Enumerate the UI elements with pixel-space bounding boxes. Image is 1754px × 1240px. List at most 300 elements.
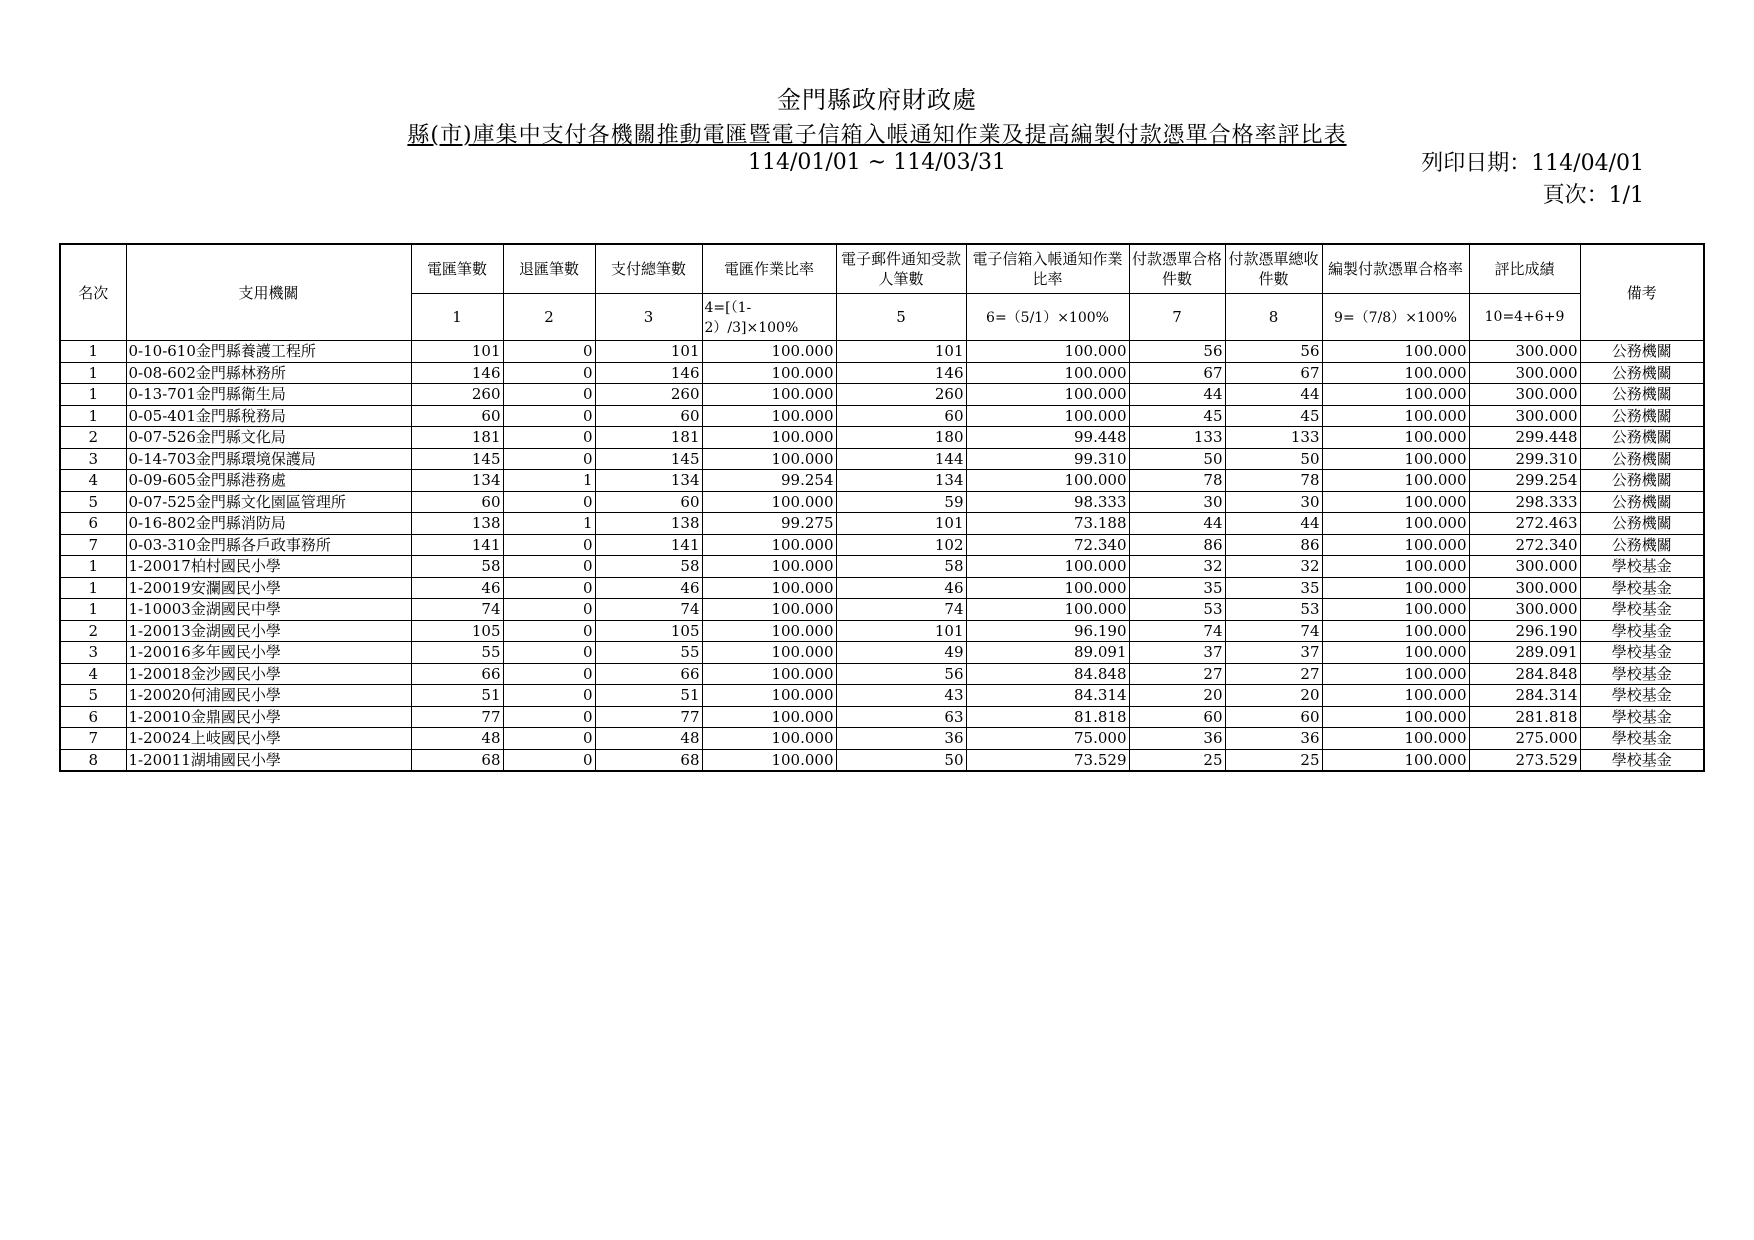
cell-rank: 5 [60,491,126,513]
cell-note: 學校基金 [1580,642,1704,664]
cell-qualified: 78 [1129,470,1225,492]
cell-rank: 1 [60,556,126,578]
cell-wire-ratio: 100.000 [702,448,836,470]
report-org-title: 金門縣政府財政處 [777,86,977,114]
cell-wire-ratio: 100.000 [702,620,836,642]
cell-wire-count: 181 [411,427,503,449]
cell-received: 56 [1225,341,1322,363]
cell-refund-count: 0 [503,556,595,578]
cell-email-payees: 101 [836,620,966,642]
cell-email-payees: 260 [836,384,966,406]
print-date: 列印日期：114/04/01 [1421,151,1644,176]
cell-email-ratio: 84.314 [966,685,1129,707]
cell-agency: 1-20018金沙國民小學 [126,663,411,685]
cell-email-payees: 60 [836,405,966,427]
cell-email-payees: 58 [836,556,966,578]
cell-score: 300.000 [1469,362,1580,384]
cell-refund-count: 0 [503,491,595,513]
cell-note: 學校基金 [1580,599,1704,621]
cell-agency: 0-07-525金門縣文化園區管理所 [126,491,411,513]
cell-qualified: 20 [1129,685,1225,707]
cell-rank: 1 [60,577,126,599]
formula-6: 6=（5/1）×100% [966,294,1129,341]
cell-voucher-ratio: 100.000 [1322,642,1469,664]
cell-qualified: 86 [1129,534,1225,556]
evaluation-table [59,243,1705,772]
table-row [60,642,1704,664]
cell-wire-ratio: 100.000 [702,685,836,707]
cell-rank: 7 [60,728,126,750]
table-row [60,599,1704,621]
cell-refund-count: 0 [503,642,595,664]
cell-email-payees: 134 [836,470,966,492]
table-row [60,728,1704,750]
cell-qualified: 44 [1129,384,1225,406]
cell-refund-count: 0 [503,577,595,599]
formula-3: 3 [595,294,702,341]
cell-email-ratio: 100.000 [966,362,1129,384]
cell-email-ratio: 99.310 [966,448,1129,470]
cell-note: 公務機關 [1580,513,1704,535]
cell-score: 284.848 [1469,663,1580,685]
cell-voucher-ratio: 100.000 [1322,513,1469,535]
cell-wire-ratio: 100.000 [702,341,836,363]
cell-received: 30 [1225,491,1322,513]
header-agency: 支用機關 [126,244,411,341]
cell-refund-count: 0 [503,534,595,556]
cell-note: 公務機關 [1580,341,1704,363]
cell-email-payees: 102 [836,534,966,556]
cell-wire-count: 68 [411,749,503,771]
cell-agency: 1-20010金鼎國民小學 [126,706,411,728]
cell-refund-count: 0 [503,749,595,771]
cell-score: 300.000 [1469,405,1580,427]
cell-agency: 0-03-310金門縣各戶政事務所 [126,534,411,556]
table-row [60,749,1704,771]
cell-score: 272.340 [1469,534,1580,556]
page-number: 頁次：1/1 [1542,183,1644,208]
cell-total-count: 105 [595,620,702,642]
table-header-row [60,244,1704,294]
cell-wire-ratio: 100.000 [702,362,836,384]
header-qualified: 付款憑單合格件數 [1129,244,1225,294]
cell-total-count: 77 [595,706,702,728]
cell-rank: 8 [60,749,126,771]
cell-refund-count: 1 [503,513,595,535]
cell-voucher-ratio: 100.000 [1322,448,1469,470]
cell-total-count: 48 [595,728,702,750]
cell-voucher-ratio: 100.000 [1322,728,1469,750]
cell-agency: 0-05-401金門縣稅務局 [126,405,411,427]
cell-agency: 0-13-701金門縣衛生局 [126,384,411,406]
cell-received: 45 [1225,405,1322,427]
cell-score: 275.000 [1469,728,1580,750]
cell-total-count: 134 [595,470,702,492]
cell-rank: 2 [60,427,126,449]
cell-wire-ratio: 100.000 [702,491,836,513]
cell-refund-count: 0 [503,685,595,707]
cell-voucher-ratio: 100.000 [1322,599,1469,621]
cell-agency: 0-14-703金門縣環境保護局 [126,448,411,470]
cell-rank: 1 [60,405,126,427]
cell-qualified: 36 [1129,728,1225,750]
cell-refund-count: 0 [503,448,595,470]
cell-total-count: 74 [595,599,702,621]
cell-agency: 1-20016多年國民小學 [126,642,411,664]
cell-wire-ratio: 100.000 [702,427,836,449]
cell-wire-count: 141 [411,534,503,556]
cell-wire-count: 77 [411,706,503,728]
cell-agency: 1-20013金湖國民小學 [126,620,411,642]
formula-10: 10=4+6+9 [1469,294,1580,341]
cell-agency: 1-20019安瀾國民小學 [126,577,411,599]
cell-score: 289.091 [1469,642,1580,664]
table-row [60,577,1704,599]
cell-score: 281.818 [1469,706,1580,728]
cell-note: 學校基金 [1580,706,1704,728]
cell-email-payees: 46 [836,577,966,599]
cell-received: 74 [1225,620,1322,642]
cell-rank: 1 [60,384,126,406]
cell-voucher-ratio: 100.000 [1322,620,1469,642]
cell-wire-count: 48 [411,728,503,750]
cell-score: 299.254 [1469,470,1580,492]
cell-rank: 1 [60,341,126,363]
cell-total-count: 101 [595,341,702,363]
cell-total-count: 141 [595,534,702,556]
cell-agency: 0-07-526金門縣文化局 [126,427,411,449]
cell-voucher-ratio: 100.000 [1322,405,1469,427]
cell-wire-ratio: 100.000 [702,749,836,771]
header-voucher-ratio: 編製付款憑單合格率 [1322,244,1469,294]
cell-refund-count: 0 [503,341,595,363]
header-refund-count: 退匯筆數 [503,244,595,294]
cell-received: 25 [1225,749,1322,771]
cell-rank: 2 [60,620,126,642]
cell-wire-count: 74 [411,599,503,621]
cell-agency: 0-09-605金門縣港務處 [126,470,411,492]
cell-refund-count: 0 [503,362,595,384]
header-rank: 名次 [60,244,126,341]
header-total-count: 支付總筆數 [595,244,702,294]
cell-score: 300.000 [1469,556,1580,578]
table-row [60,491,1704,513]
cell-rank: 4 [60,470,126,492]
table-row [60,470,1704,492]
cell-received: 32 [1225,556,1322,578]
table-row [60,513,1704,535]
cell-wire-count: 60 [411,405,503,427]
cell-email-payees: 49 [836,642,966,664]
header-wire-count: 電匯筆數 [411,244,503,294]
formula-5: 5 [836,294,966,341]
cell-note: 學校基金 [1580,663,1704,685]
table-row [60,405,1704,427]
cell-refund-count: 0 [503,728,595,750]
header-email-payees: 電子郵件通知受款人筆數 [836,244,966,294]
header-received: 付款憑單總收件數 [1225,244,1322,294]
cell-voucher-ratio: 100.000 [1322,341,1469,363]
cell-score: 272.463 [1469,513,1580,535]
cell-qualified: 32 [1129,556,1225,578]
cell-agency: 0-16-802金門縣消防局 [126,513,411,535]
cell-voucher-ratio: 100.000 [1322,384,1469,406]
cell-refund-count: 0 [503,427,595,449]
cell-qualified: 53 [1129,599,1225,621]
cell-total-count: 60 [595,491,702,513]
cell-qualified: 45 [1129,405,1225,427]
cell-score: 300.000 [1469,384,1580,406]
cell-wire-count: 46 [411,577,503,599]
formula-9: 9=（7/8）×100% [1322,294,1469,341]
cell-received: 20 [1225,685,1322,707]
cell-total-count: 181 [595,427,702,449]
cell-note: 公務機關 [1580,405,1704,427]
cell-wire-count: 66 [411,663,503,685]
cell-email-ratio: 72.340 [966,534,1129,556]
cell-voucher-ratio: 100.000 [1322,685,1469,707]
cell-wire-ratio: 100.000 [702,556,836,578]
cell-qualified: 25 [1129,749,1225,771]
cell-email-ratio: 100.000 [966,470,1129,492]
cell-wire-count: 146 [411,362,503,384]
cell-note: 學校基金 [1580,620,1704,642]
cell-agency: 1-20020何浦國民小學 [126,685,411,707]
table-row [60,556,1704,578]
cell-note: 公務機關 [1580,470,1704,492]
table-row [60,448,1704,470]
cell-note: 公務機關 [1580,491,1704,513]
formula-1: 1 [411,294,503,341]
cell-rank: 6 [60,513,126,535]
cell-score: 300.000 [1469,341,1580,363]
cell-received: 50 [1225,448,1322,470]
cell-email-payees: 59 [836,491,966,513]
cell-rank: 3 [60,642,126,664]
formula-2: 2 [503,294,595,341]
cell-wire-count: 134 [411,470,503,492]
cell-rank: 5 [60,685,126,707]
cell-qualified: 56 [1129,341,1225,363]
cell-email-ratio: 99.448 [966,427,1129,449]
cell-total-count: 145 [595,448,702,470]
cell-email-ratio: 73.529 [966,749,1129,771]
cell-qualified: 60 [1129,706,1225,728]
cell-score: 273.529 [1469,749,1580,771]
cell-score: 284.314 [1469,685,1580,707]
cell-voucher-ratio: 100.000 [1322,663,1469,685]
cell-agency: 1-20024上岐國民小學 [126,728,411,750]
cell-note: 學校基金 [1580,685,1704,707]
cell-wire-ratio: 100.000 [702,384,836,406]
table-row [60,620,1704,642]
cell-refund-count: 0 [503,620,595,642]
cell-email-ratio: 100.000 [966,405,1129,427]
cell-wire-count: 55 [411,642,503,664]
cell-email-ratio: 81.818 [966,706,1129,728]
table-body [60,341,1704,772]
header-note: 備考 [1580,244,1704,341]
cell-rank: 1 [60,362,126,384]
cell-rank: 4 [60,663,126,685]
cell-rank: 1 [60,599,126,621]
table-row [60,427,1704,449]
cell-email-ratio: 100.000 [966,556,1129,578]
cell-wire-ratio: 100.000 [702,663,836,685]
table-row [60,341,1704,363]
cell-score: 299.310 [1469,448,1580,470]
cell-email-payees: 146 [836,362,966,384]
cell-email-ratio: 96.190 [966,620,1129,642]
report-title [0,118,1754,149]
cell-voucher-ratio: 100.000 [1322,534,1469,556]
cell-email-ratio: 100.000 [966,599,1129,621]
cell-total-count: 58 [595,556,702,578]
cell-qualified: 67 [1129,362,1225,384]
cell-total-count: 146 [595,362,702,384]
formula-8: 8 [1225,294,1322,341]
cell-total-count: 138 [595,513,702,535]
cell-voucher-ratio: 100.000 [1322,706,1469,728]
cell-agency: 1-10003金湖國民中學 [126,599,411,621]
cell-email-payees: 74 [836,599,966,621]
cell-score: 296.190 [1469,620,1580,642]
cell-refund-count: 0 [503,663,595,685]
cell-email-payees: 180 [836,427,966,449]
cell-voucher-ratio: 100.000 [1322,577,1469,599]
cell-note: 學校基金 [1580,728,1704,750]
cell-note: 學校基金 [1580,577,1704,599]
cell-wire-ratio: 99.275 [702,513,836,535]
cell-received: 53 [1225,599,1322,621]
cell-total-count: 68 [595,749,702,771]
cell-refund-count: 0 [503,384,595,406]
cell-email-ratio: 89.091 [966,642,1129,664]
cell-email-ratio: 73.188 [966,513,1129,535]
cell-email-payees: 50 [836,749,966,771]
report-title-text: 縣(市)庫集中支付各機關推動電匯暨電子信箱入帳通知作業及提高編製付款憑單合格率評比表 [407,123,1347,148]
cell-wire-ratio: 100.000 [702,728,836,750]
cell-email-payees: 101 [836,513,966,535]
cell-received: 27 [1225,663,1322,685]
cell-agency: 1-20017柏村國民小學 [126,556,411,578]
cell-email-ratio: 100.000 [966,577,1129,599]
cell-received: 36 [1225,728,1322,750]
cell-wire-ratio: 100.000 [702,405,836,427]
report-period: 114/01/01 ~ 114/03/31 [747,150,1007,175]
cell-refund-count: 0 [503,599,595,621]
cell-score: 299.448 [1469,427,1580,449]
cell-total-count: 55 [595,642,702,664]
cell-email-payees: 144 [836,448,966,470]
cell-email-payees: 43 [836,685,966,707]
cell-received: 37 [1225,642,1322,664]
cell-received: 44 [1225,513,1322,535]
cell-total-count: 66 [595,663,702,685]
cell-note: 學校基金 [1580,556,1704,578]
table-row [60,362,1704,384]
cell-received: 78 [1225,470,1322,492]
cell-wire-ratio: 100.000 [702,534,836,556]
cell-email-payees: 101 [836,341,966,363]
cell-email-ratio: 84.848 [966,663,1129,685]
cell-wire-ratio: 100.000 [702,642,836,664]
cell-wire-ratio: 100.000 [702,577,836,599]
cell-wire-count: 58 [411,556,503,578]
cell-email-ratio: 100.000 [966,384,1129,406]
cell-voucher-ratio: 100.000 [1322,362,1469,384]
header-email-ratio: 電子信箱入帳通知作業比率 [966,244,1129,294]
cell-received: 67 [1225,362,1322,384]
cell-received: 133 [1225,427,1322,449]
cell-agency: 0-10-610金門縣養護工程所 [126,341,411,363]
cell-email-ratio: 98.333 [966,491,1129,513]
cell-email-payees: 63 [836,706,966,728]
cell-rank: 6 [60,706,126,728]
cell-refund-count: 0 [503,706,595,728]
header-score: 評比成績 [1469,244,1580,294]
cell-wire-count: 138 [411,513,503,535]
cell-wire-count: 260 [411,384,503,406]
cell-voucher-ratio: 100.000 [1322,556,1469,578]
cell-note: 學校基金 [1580,749,1704,771]
cell-received: 60 [1225,706,1322,728]
cell-email-ratio: 75.000 [966,728,1129,750]
cell-note: 公務機關 [1580,534,1704,556]
cell-qualified: 27 [1129,663,1225,685]
cell-qualified: 30 [1129,491,1225,513]
cell-total-count: 260 [595,384,702,406]
cell-qualified: 133 [1129,427,1225,449]
cell-voucher-ratio: 100.000 [1322,470,1469,492]
cell-wire-count: 105 [411,620,503,642]
cell-received: 44 [1225,384,1322,406]
cell-score: 298.333 [1469,491,1580,513]
cell-wire-count: 101 [411,341,503,363]
cell-note: 公務機關 [1580,448,1704,470]
cell-agency: 1-20011湖埔國民小學 [126,749,411,771]
cell-received: 35 [1225,577,1322,599]
cell-wire-count: 60 [411,491,503,513]
table-row [60,685,1704,707]
table-row [60,663,1704,685]
cell-received: 86 [1225,534,1322,556]
cell-rank: 7 [60,534,126,556]
cell-wire-count: 51 [411,685,503,707]
cell-note: 公務機關 [1580,427,1704,449]
formula-7: 7 [1129,294,1225,341]
cell-qualified: 37 [1129,642,1225,664]
cell-refund-count: 0 [503,405,595,427]
cell-total-count: 60 [595,405,702,427]
cell-agency: 0-08-602金門縣林務所 [126,362,411,384]
table-row [60,706,1704,728]
cell-wire-ratio: 100.000 [702,599,836,621]
cell-wire-count: 145 [411,448,503,470]
cell-email-payees: 36 [836,728,966,750]
table-row [60,534,1704,556]
cell-qualified: 50 [1129,448,1225,470]
cell-total-count: 51 [595,685,702,707]
cell-voucher-ratio: 100.000 [1322,749,1469,771]
cell-email-ratio: 100.000 [966,341,1129,363]
cell-score: 300.000 [1469,599,1580,621]
cell-qualified: 44 [1129,513,1225,535]
cell-voucher-ratio: 100.000 [1322,491,1469,513]
cell-voucher-ratio: 100.000 [1322,427,1469,449]
cell-rank: 3 [60,448,126,470]
cell-qualified: 35 [1129,577,1225,599]
